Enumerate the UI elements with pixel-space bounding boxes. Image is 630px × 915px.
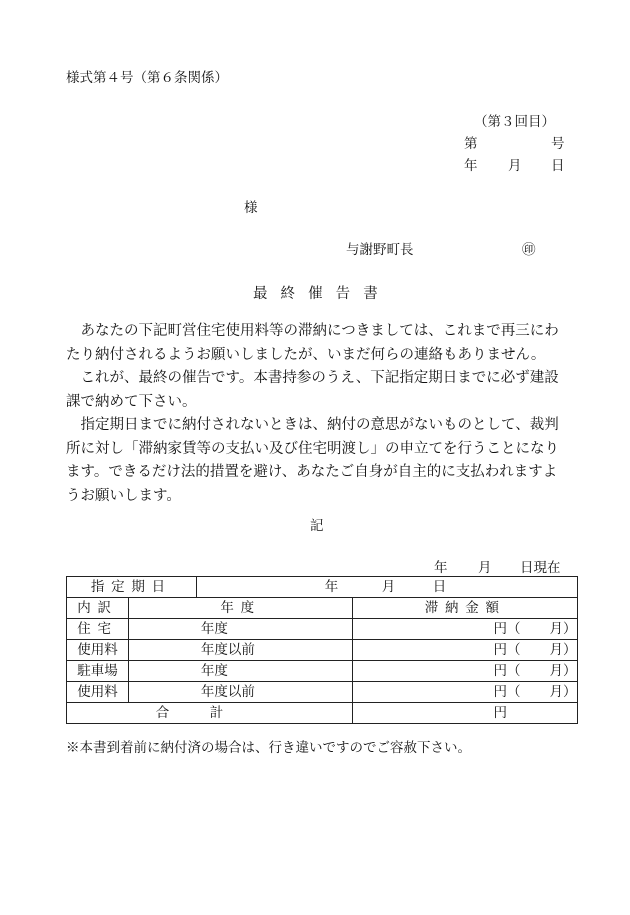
row-yen: 円（ — [493, 684, 521, 700]
row-amount — [353, 619, 578, 640]
col-amount-header: 滞納金額 — [353, 598, 578, 619]
col-item-header: 内訳 — [67, 598, 129, 619]
table-row — [67, 661, 578, 682]
row-month: 月） — [549, 621, 577, 637]
addressee-suffix: 様 — [244, 200, 258, 216]
row-year — [128, 640, 353, 661]
issuer: 与謝野町長 — [346, 242, 414, 258]
footnote: ※本書到着前に納付済の場合は、行き違いですのでご容赦下さい。 — [66, 740, 471, 756]
table-row — [67, 682, 578, 703]
total-yen: 円 — [493, 705, 507, 721]
row-year-text: 年度 — [200, 621, 228, 637]
arrears-table — [66, 576, 578, 724]
row-year — [128, 661, 353, 682]
row-category: 使用料 — [67, 640, 129, 661]
row-amount — [353, 682, 578, 703]
as-of-year: 年 — [434, 560, 448, 576]
due-day: 日 — [432, 579, 447, 595]
header-row — [67, 598, 578, 619]
row-yen: 円（ — [493, 663, 521, 679]
row-category: 住宅 — [67, 619, 129, 640]
notice-count: （第３回目） — [474, 114, 555, 130]
due-year: 年 — [324, 579, 339, 595]
col-year-header: 年度 — [128, 598, 353, 619]
date-year: 年 — [464, 158, 478, 174]
row-month: 月） — [549, 663, 577, 679]
row-month: 月） — [549, 642, 577, 658]
row-yen: 円（ — [493, 642, 521, 658]
document-title: 最終催告書 — [253, 286, 391, 302]
row-category: 使用料 — [67, 682, 129, 703]
paragraph-3: 指定期日までに納付されないときは、納付の意思がないものとして、裁判所に対し「滞納家賃等の支払い及び住宅明渡し」の申立てを行うことになります。できるだけ法的措置を避け、あなたご自身が自主的に支払われますようお願いします。 — [66, 417, 559, 504]
form-number: 様式第４号（第６条関係） — [66, 70, 228, 86]
row-amount — [353, 661, 578, 682]
seal-mark: ㊞ — [522, 242, 536, 258]
date-month: 月 — [508, 158, 522, 174]
date-day: 日 — [551, 158, 565, 174]
row-year-text: 年度以前 — [200, 684, 255, 700]
row-year — [128, 682, 353, 703]
ki-label: 記 — [310, 518, 324, 534]
table-row — [67, 619, 578, 640]
due-date-row — [67, 577, 578, 598]
row-yen: 円（ — [493, 621, 521, 637]
due-month: 月 — [381, 579, 396, 595]
due-date-cell — [196, 577, 577, 598]
row-month: 月） — [549, 684, 577, 700]
row-year — [128, 619, 353, 640]
paragraph-2: これが、最終の催告です。本書持参のうえ、下記指定期日までに必ず建設課で納めて下さい。 — [66, 370, 559, 410]
row-year-text: 年度以前 — [200, 642, 255, 658]
as-of-month: 月 — [478, 560, 492, 576]
table-row — [67, 640, 578, 661]
as-of-suffix: 日現在 — [520, 560, 561, 576]
row-year-text: 年度 — [200, 663, 228, 679]
total-amount — [353, 703, 578, 724]
total-row — [67, 703, 578, 724]
doc-number-prefix: 第 — [464, 136, 478, 152]
body-paragraphs — [66, 320, 566, 508]
doc-number-suffix: 号 — [551, 136, 565, 152]
due-label: 指定期日 — [67, 577, 197, 598]
paragraph-1: あなたの下記町営住宅使用料等の滞納につきましては、これまで再三にわたり納付されるようお願いしましたが、いまだ何らの連絡もありません。 — [66, 323, 559, 363]
total-label: 合計 — [67, 703, 353, 724]
row-amount — [353, 640, 578, 661]
row-category: 駐車場 — [67, 661, 129, 682]
